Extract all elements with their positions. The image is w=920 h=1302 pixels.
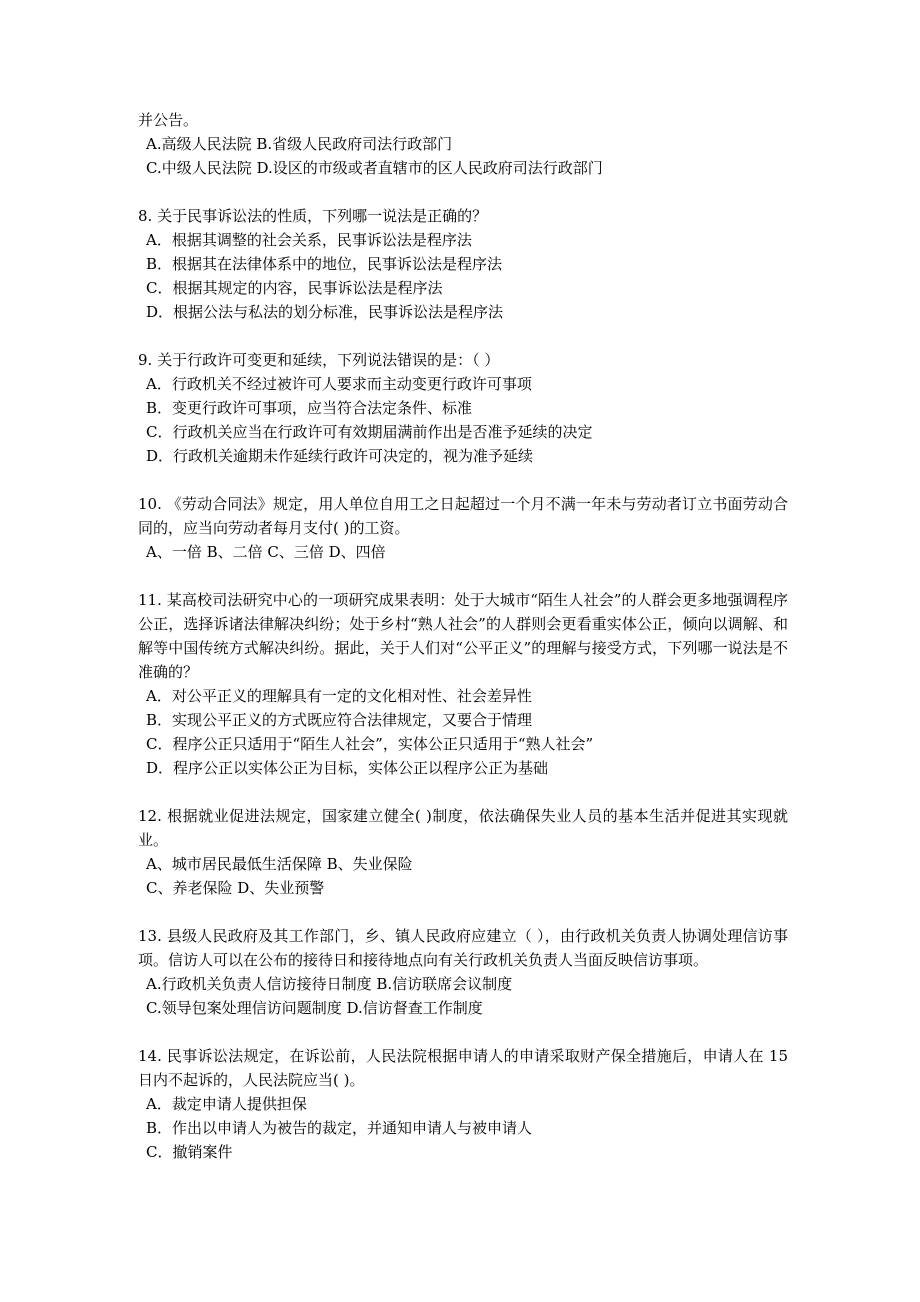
- option-c: C．撤销案件: [146, 1143, 233, 1161]
- question-11: [138, 588, 788, 780]
- option-line: A.高级人民法院 B.省级人民政府司法行政部门: [146, 135, 453, 153]
- option-d: D．根据公法与私法的划分标准，民事诉讼法是程序法: [146, 303, 504, 321]
- option-b: B．根据其在法律体系中的地位，民事诉讼法是程序法: [146, 255, 503, 273]
- option-c: C．程序公正只适用于“陌生人社会”，实体公正只适用于“熟人社会”: [146, 735, 594, 753]
- option-c: C．根据其规定的内容，民事诉讼法是程序法: [146, 279, 443, 297]
- document-page: [138, 108, 788, 1164]
- option-line: A、城市居民最低生活保障 B、失业保险: [146, 855, 413, 873]
- option-a: A．对公平正义的理解具有一定的文化相对性、社会差异性: [146, 687, 532, 705]
- question-13: [138, 924, 788, 1020]
- question-8: [138, 204, 788, 324]
- option-b: B．变更行政许可事项，应当符合法定条件、标准: [146, 399, 473, 417]
- option-line: C.中级人民法院 D.设区的市级或者直辖市的区人民政府司法行政部门: [146, 159, 603, 177]
- question-text: 14. 民事诉讼法规定，在诉讼前，人民法院根据申请人的申请采取财产保全措施后，申请人在 15 日内不起诉的，人民法院应当( )。: [138, 1047, 788, 1089]
- question-text: 11. 某高校司法研究中心的一项研究成果表明：处于大城市“陌生人社会”的人群会更多地强调程序公正，选择诉诸法律解决纠纷；处于乡村“熟人社会”的人群则会更看重实体公正，倾向以调解、和解等中国传统方式解决纠纷。据此，关于人们对“公平正义”的理解与接受方式，下列哪一说法是不准确的？: [138, 591, 788, 681]
- option-d: D．程序公正以实体公正为目标，实体公正以程序公正为基础: [146, 759, 549, 777]
- question-14: [138, 1044, 788, 1164]
- continuation-text: 并公告。: [138, 111, 199, 129]
- option-line: A.行政机关负责人信访接待日制度 B.信访联席会议制度: [146, 975, 513, 993]
- question-text: 8. 关于民事诉讼法的性质，下列哪一说法是正确的？: [138, 207, 488, 225]
- continuation-block: [138, 108, 788, 180]
- question-text: 10. 《劳动合同法》规定，用人单位自用工之日起超过一个月不满一年未与劳动者订立书面劳动合同的，应当向劳动者每月支付( )的工资。: [138, 495, 788, 537]
- option-a: A．根据其调整的社会关系，民事诉讼法是程序法: [146, 231, 472, 249]
- option-a: A．裁定申请人提供担保: [146, 1095, 307, 1113]
- option-c: C．行政机关应当在行政许可有效期届满前作出是否准予延续的决定: [146, 423, 593, 441]
- option-d: D．行政机关逾期未作延续行政许可决定的，视为准予延续: [146, 447, 534, 465]
- question-10: [138, 492, 788, 564]
- question-text: 12. 根据就业促进法规定，国家建立健全( )制度，依法确保失业人员的基本生活并促进其实现就业。: [138, 807, 788, 849]
- question-12: [138, 804, 788, 900]
- question-text: 13. 县级人民政府及其工作部门，乡、镇人民政府应建立（ ），由行政机关负责人协调处理信访事项。信访人可以在公布的接待日和接待地点向有关行政机关负责人当面反映信访事项。: [138, 927, 788, 969]
- option-line: C.领导包案处理信访问题制度 D.信访督查工作制度: [146, 999, 483, 1017]
- option-b: B．实现公平正义的方式既应符合法律规定，又要合于情理: [146, 711, 533, 729]
- question-9: [138, 348, 788, 468]
- option-b: B．作出以申请人为被告的裁定，并通知申请人与被申请人: [146, 1119, 533, 1137]
- option-a: A．行政机关不经过被许可人要求而主动变更行政许可事项: [146, 375, 532, 393]
- option-line: C、养老保险 D、失业预警: [146, 879, 325, 897]
- question-text: 9. 关于行政许可变更和延续，下列说法错误的是：（ ）: [138, 351, 500, 369]
- option-line: A、一倍 B、二倍 C、三倍 D、四倍: [146, 543, 386, 561]
